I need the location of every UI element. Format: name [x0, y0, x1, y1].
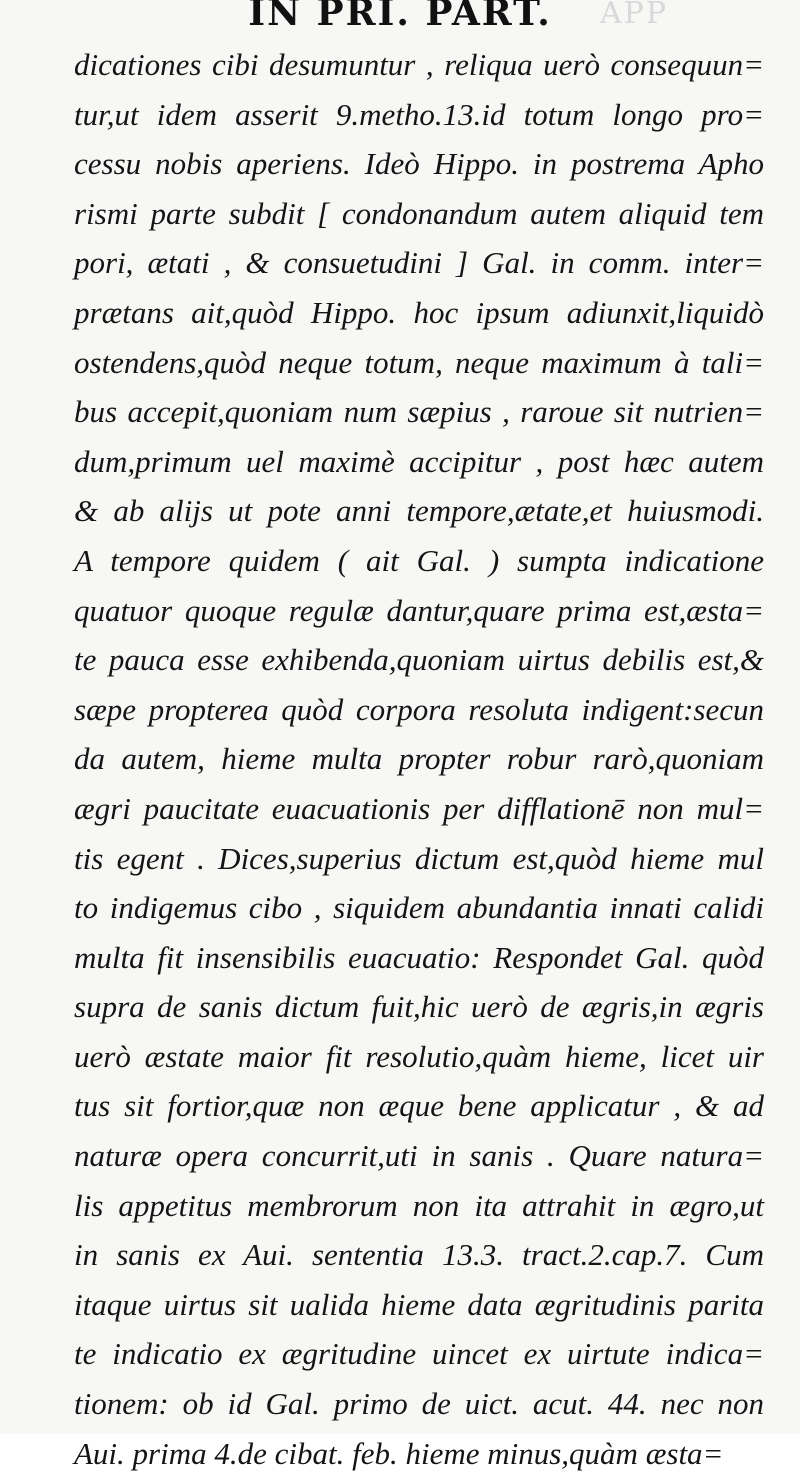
text-line: tus sit fortior,quæ non æque bene applicatur , & ad	[74, 1088, 764, 1124]
text-line: prætans ait,quòd Hippo. hoc ipsum adiunxit,liquidò	[74, 294, 764, 330]
text-line: tis egent . Dices,superius dictum est,quòd hieme mul	[74, 840, 764, 876]
text-line: tur,ut idem asserit 9.metho.13.id totum longo pro=	[74, 96, 764, 132]
text-line: lis appetitus membrorum non ita attrahit in ægro,ut	[74, 1187, 764, 1223]
text-line: quatuor quoque regulæ dantur,quare prima est,æsta=	[74, 592, 764, 628]
text-line: sæpe propterea quòd corpora resoluta indigent:secun	[74, 691, 764, 727]
text-line: ægri paucitate euacuationis per difflationē non mul=	[74, 790, 764, 826]
text-line: to indigemus cibo , siquidem abundantia innati calidi	[74, 890, 764, 926]
text-line: A tempore quidem ( ait Gal. ) sumpta indicatione	[74, 542, 764, 578]
text-line: te pauca esse exhibenda,quoniam uirtus debilis est,&	[74, 642, 764, 678]
text-line: ostendens,quòd neque totum, neque maximum à tali=	[74, 344, 764, 380]
text-line: pori, ætati , & consuetudini ] Gal. in comm. inter=	[74, 245, 764, 281]
text-line: uerò æstate maior fit resolutio,quàm hieme, licet uir	[74, 1038, 764, 1074]
text-line: rismi parte subdit [ condonandum autem aliquid tem	[74, 195, 764, 231]
running-head: IN PRI. PART.	[248, 0, 552, 34]
text-line: da autem, hieme multa propter robur rarò,quoniam	[74, 741, 764, 777]
text-line: te indicatio ex ægritudine uincet ex uirtute indica=	[74, 1336, 764, 1372]
text-block	[74, 40, 764, 1478]
text-line: naturæ opera concurrit,uti in sanis . Quare natura=	[74, 1138, 764, 1174]
text-line: Aui. prima 4.de cibat. feb. hieme minus,quàm æsta=	[74, 1435, 724, 1471]
text-line: bus accepit,quoniam num sæpius , raroue sit nutrien=	[74, 394, 764, 430]
text-line: & ab alijs ut pote anni tempore,ætate,et huiusmodi.	[74, 493, 764, 529]
text-line: multa fit insensibilis euacuatio: Respondet Gal. quòd	[74, 939, 764, 975]
show-through-text: APP	[600, 0, 669, 31]
text-line: cessu nobis aperiens. Ideò Hippo. in postrema Apho	[74, 146, 764, 182]
text-line: tionem: ob id Gal. primo de uict. acut. 44. nec non	[74, 1386, 764, 1422]
text-line: in sanis ex Aui. sententia 13.3. tract.2.cap.7. Cum	[74, 1237, 764, 1273]
text-line: itaque uirtus sit ualida hieme data ægritudinis parita	[74, 1286, 764, 1322]
text-line: dum,primum uel maximè accipitur , post hæc autem	[74, 443, 764, 479]
text-line: supra de sanis dictum fuit,hic uerò de ægris,in ægris	[74, 989, 764, 1025]
text-line: dicationes cibi desumuntur , reliqua uerò consequun=	[74, 47, 764, 82]
